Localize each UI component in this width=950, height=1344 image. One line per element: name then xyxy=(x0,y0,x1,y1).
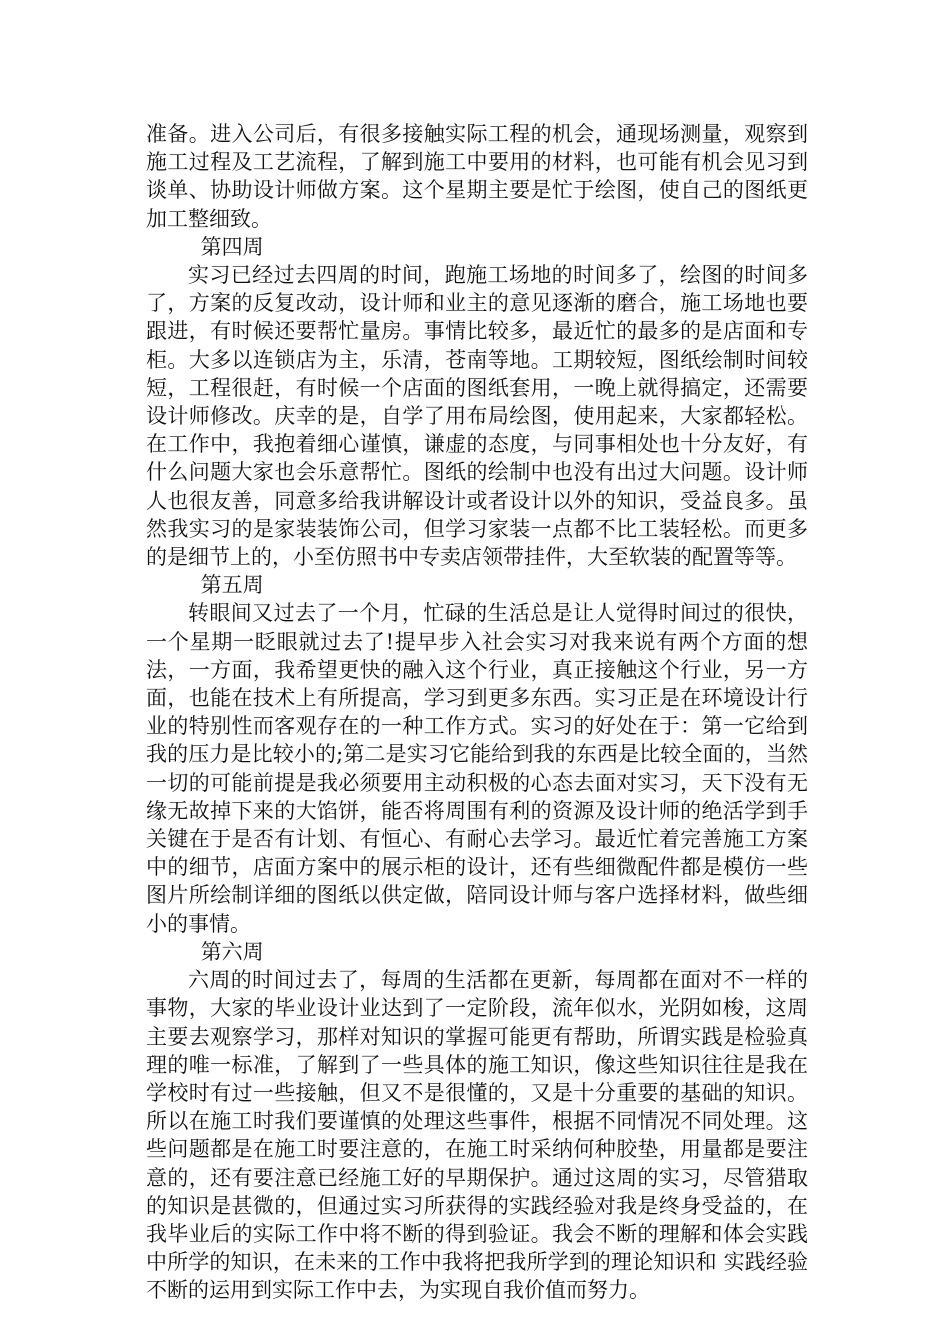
section-body-week5: 转眼间又过去了一个月，忙碌的生活总是让人觉得时间过的很快，一个星期一眨眼就过去了!提早步入社会实习对我来说有两个方面的想法，一方面，我希望更快的融入这个行业，真正接触这个行业，另一方面，也能在技术上有所提高，学习到更多东西。实习正是在环境设计行业的特别性而客观存在的一种工作方式。实习的好处在于：第一它给到我的压力是比较小的;第二是实习它能给到我的东西是比较全面的，当然一切的可能前提是我必须要用主动积极的心态去面对实习，天下没有无缘无故掉下来的大馅饼，能否将周围有利的资源及设计师的绝活学到手关键在于是否有计划、有恒心、有耐心去学习。最近忙着完善施工方案中的细节，店面方案中的展示柜的设计，还有些细微配件都是模仿一些图片所绘制详细的图纸以供定做，陪同设计师与客户选择材料，做些细小的事情。 xyxy=(146,601,808,936)
section-heading-week5: 第五周 xyxy=(200,573,264,598)
section-heading-week4: 第四周 xyxy=(200,234,264,259)
section-body-week6: 六周的时间过去了，每周的生活都在更新，每周都在面对不一样的事物，大家的毕业设计业达到了一定阶段，流年似水，光阴如梭，这周主要去观察学习，那样对知识的掌握可能更有帮助，所谓实践是检验真理的唯一标准，了解到了一些具体的施工知识，像这些知识往往是我在学校时有过一些接触，但又不是很懂的，又是十分重要的基础的知识。所以在施工时我们要谨慎的处理这些事件，根据不同情况不同处理。这些问题都是在施工时要注意的，在施工时采纳何种胶垫，用量都是要注意的，还有要注意已经施工好的早期保护。通过这周的实习，尽管猎取的知识是甚微的，但通过实习所获得的实践经验对我是终身受益的，在我毕业后的实际工作中将不断的得到验证。我会不断的理解和体会实践中所学的知识，在未来的工作中我将把我所学到的理论知识和 实践经验不断的运用到实际工作中去，为实现自我价值而努力。 xyxy=(146,968,808,1303)
document-page xyxy=(146,120,808,1305)
section-heading-week6: 第六周 xyxy=(200,939,264,964)
intro-paragraph: 准备。进入公司后，有很多接触实际工程的机会，通现场测量，观察到施工过程及工艺流程，了解到施工中要用的材料，也可能有机会见习到谈单、协助设计师做方案。这个星期主要是忙于绘图，使自己的图纸更加工整细致。 xyxy=(146,122,808,231)
section-body-week4: 实习已经过去四周的时间，跑施工场地的时间多了，绘图的时间多了，方案的反复改动，设计师和业主的意见逐渐的磨合，施工场地也要跟进，有时候还要帮忙量房。事情比较多，最近忙的最多的是店面和专柜。大多以连锁店为主，乐清，苍南等地。工期较短，图纸绘制时间较短，工程很赶，有时候一个店面的图纸套用，一晚上就得搞定，还需要设计师修改。庆幸的是，自学了用布局绘图，使用起来，大家都轻松。在工作中，我抱着细心谨慎，谦虚的态度，与同事相处也十分友好，有什么问题大家也会乐意帮忙。图纸的绘制中也没有出过大问题。设计师人也很友善，同意多给我讲解设计或者设计以外的知识，受益良多。虽然我实习的是家装装饰公司，但学习家装一点都不比工装轻松。而更多的是细节上的，小至仿照书中专卖店领带挂件，大至软装的配置等等。 xyxy=(146,263,808,570)
